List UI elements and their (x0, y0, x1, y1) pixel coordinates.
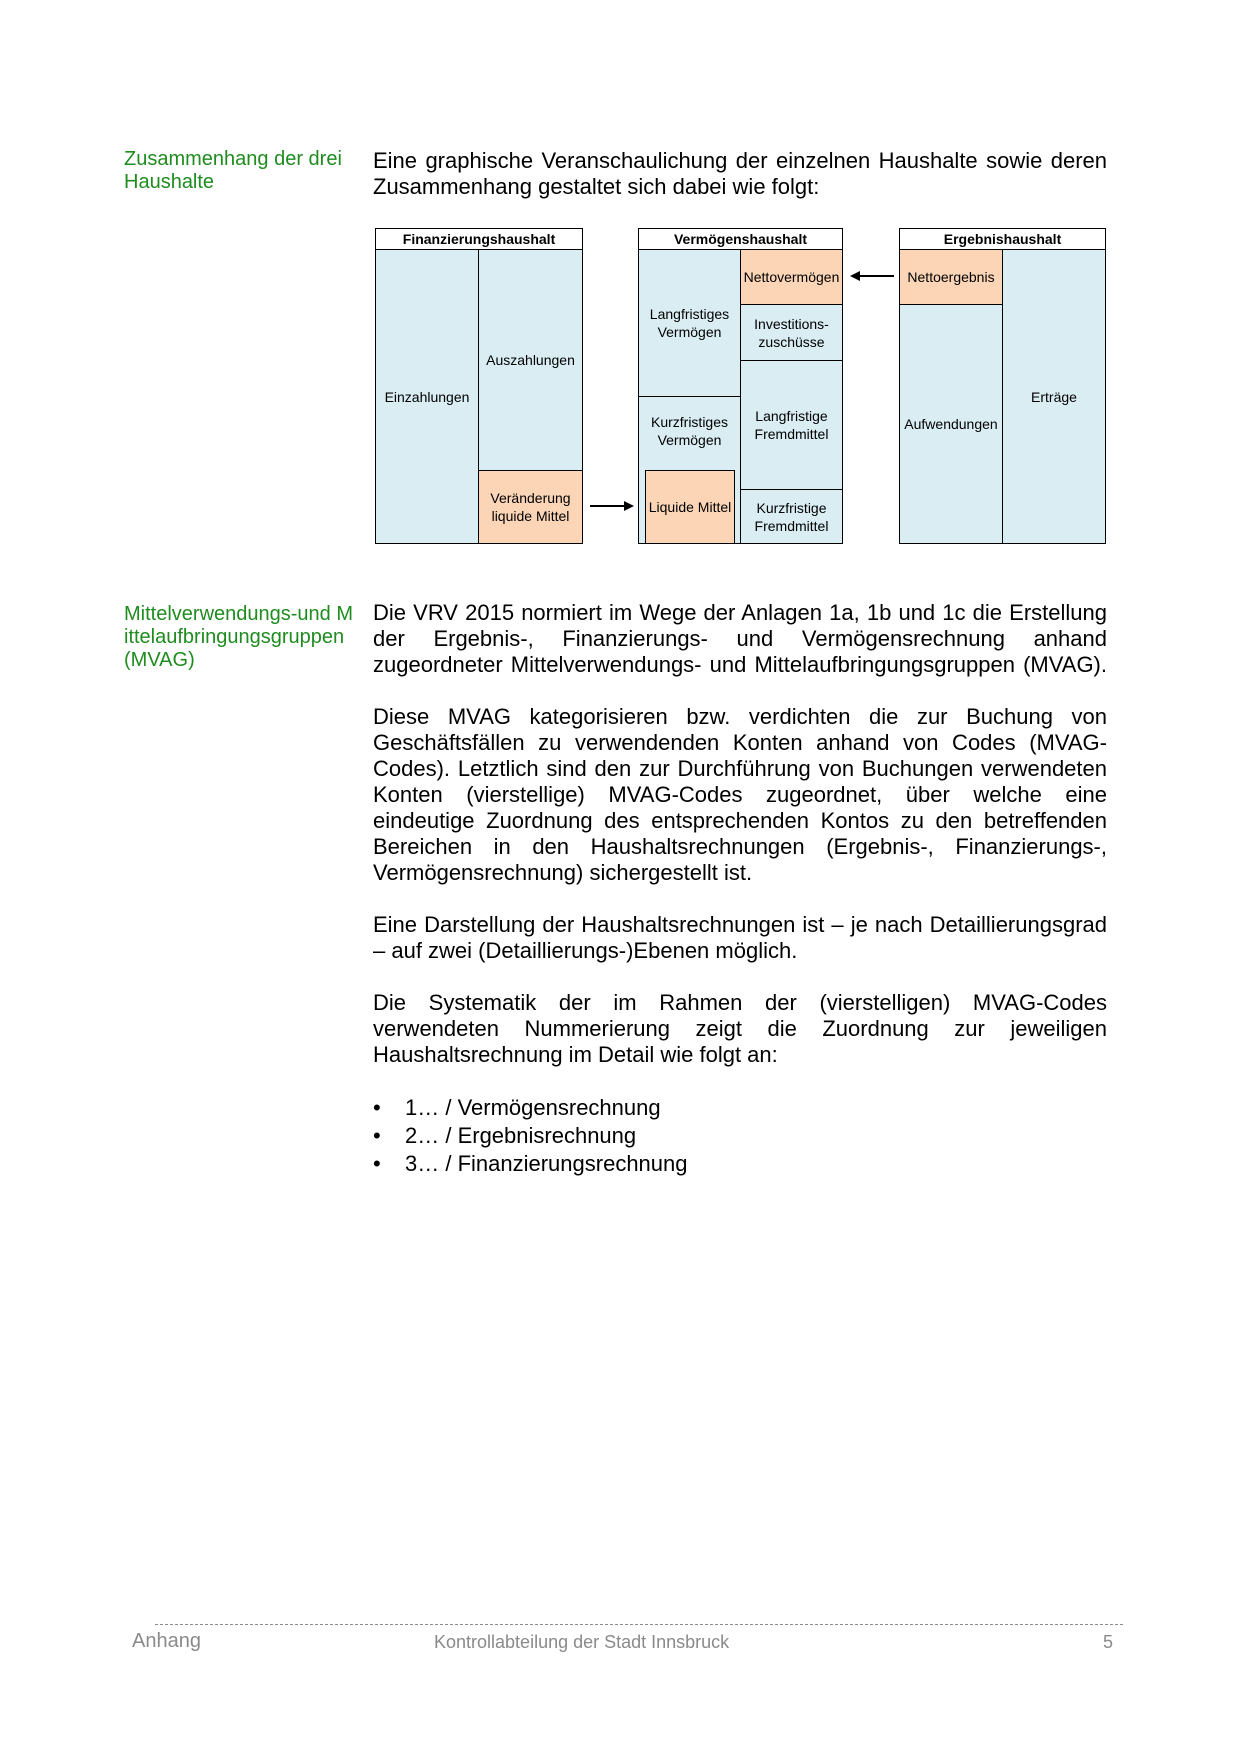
mvag-paragraph-2: Diese MVAG kategorisieren bzw. verdichten die zur Buchung von Geschäftsfällen zu verwendenden Konten anhand von Codes (MVAG-Codes). Letztlich sind den zur Durchführung von Buchungen verwendeten Konten (vierstellige) MVAG-Codes zugeordnet, über welche eine eindeutige Zuordnung des entsprechenden Kontos zu den betreffenden Bereichen in den Haushaltsrechnungen (Ergebnis-, Finanzierungs-, Vermögensrechnung) sichergestellt ist. (373, 704, 1107, 885)
arrow-left-icon (848, 270, 896, 282)
vermoegen-liquide-mittel: Liquide Mittel (645, 470, 735, 544)
margin-note-mvag: Mittelverwendungs-und Mittelaufbringungsgruppen (MVAG) (124, 603, 353, 671)
finanz-einzahlungen: Einzahlungen (375, 249, 479, 544)
ergebnis-ertraege: Erträge (1002, 249, 1106, 544)
footer-divider (155, 1624, 1123, 1625)
mvag-paragraph-1: Die VRV 2015 normiert im Wege der Anlagen 1a, 1b und 1c die Erstellung der Ergebnis-, Finanzierungs- und Vermögensrechnung anhand zugeordneter Mittelverwendungs- und Mittelaufbringungsgruppen (MVAG). (373, 600, 1107, 677)
vermoegen-langfristiges: Langfristiges Vermögen (638, 249, 741, 397)
list-item: • 2… / Ergebnisrechnung (373, 1122, 1107, 1150)
vermoegen-investitionszuschuesse: Investitions-zuschüsse (740, 304, 843, 361)
vermoegen-kurzfristiges: Kurzfristiges Vermögen (638, 396, 741, 544)
intro-text: Eine graphische Veranschaulichung der einzelnen Haushalte sowie deren Zusammenhang gestaltet sich dabei wie folgt: (373, 148, 1107, 199)
ergebnis-aufwendungen: Aufwendungen (899, 304, 1003, 544)
finanz-veraenderung: Veränderung liquide Mittel (478, 470, 583, 544)
page-number: 5 (1103, 1632, 1114, 1652)
vermoegen-nettovermoegen: Nettovermögen (740, 249, 843, 305)
footer-center: Kontrollabteilung der Stadt Innsbruck (434, 1632, 730, 1652)
footer-left: Anhang (132, 1630, 201, 1652)
arrow-right-icon (588, 500, 636, 512)
mvag-code-list (373, 1094, 1107, 1178)
margin-note-zusammenhang: Zusammenhang der drei Haushalte (124, 148, 342, 193)
finanz-title: Finanzierungshaushalt (375, 228, 583, 250)
vermoegen-kurzfristige-fremdmittel: Kurzfristige Fremdmittel (740, 489, 843, 544)
vermoegen-title: Vermögenshaushalt (638, 228, 843, 250)
ergebnis-title: Ergebnishaushalt (899, 228, 1106, 250)
finanz-auszahlungen: Auszahlungen (478, 249, 583, 471)
mvag-section (373, 600, 1107, 1178)
ergebnis-nettoergebnis: Nettoergebnis (899, 249, 1003, 305)
vermoegen-langfristige-fremdmittel: Langfristige Fremdmittel (740, 360, 843, 490)
list-item: • 3… / Finanzierungsrechnung (373, 1150, 1107, 1178)
mvag-paragraph-4: Die Systematik der im Rahmen der (vierstelligen) MVAG-Codes verwendeten Nummerierung zeigt die Zuordnung zur jeweiligen Haushaltsrechnung im Detail wie folgt an: (373, 990, 1107, 1067)
list-item: • 1… / Vermögensrechnung (373, 1094, 1107, 1122)
mvag-paragraph-3: Eine Darstellung der Haushaltsrechnungen ist – je nach Detaillierungsgrad – auf zwei (Detaillierungs-)Ebenen möglich. (373, 912, 1107, 963)
intro-paragraph (373, 148, 1107, 226)
